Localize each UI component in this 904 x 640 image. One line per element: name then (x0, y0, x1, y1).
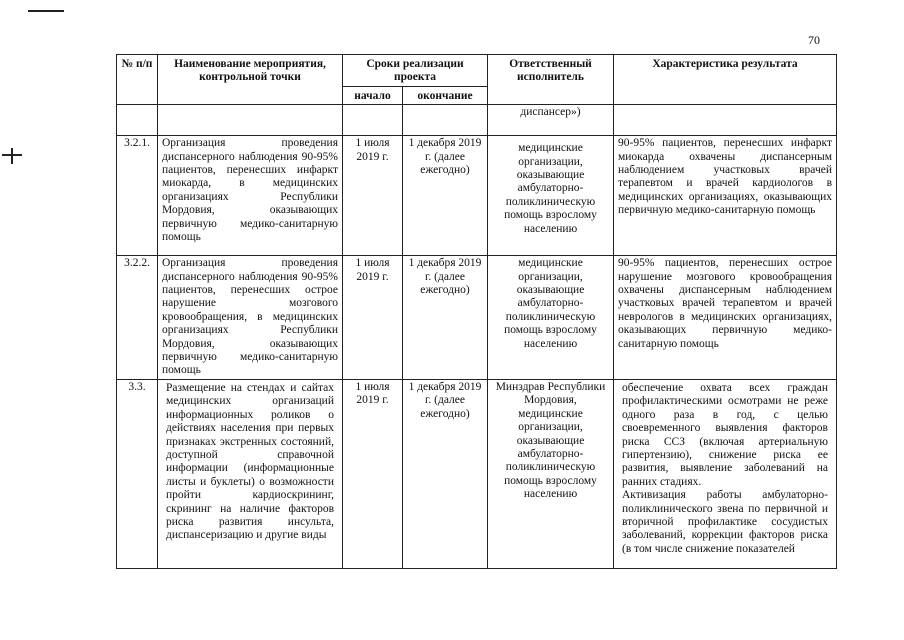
header-executor: Ответственный исполнитель (488, 55, 614, 105)
row-name: Организация проведения диспансерного наблюдения 90-95% пациентов, перенесших инфаркт миокарда, в медицинских организациях Республики Мордовия, оказывающих первичную медико-санитарную помощь (158, 136, 343, 256)
table-row (117, 256, 837, 380)
header-start: начало (343, 86, 403, 104)
row-result-paragraph: Активизация работы амбулаторно-поликлинического звена по первичной и вторичной профилактике сосудистых заболеваний, коррекции факторов риска (в том числе снижение показателей (622, 489, 828, 555)
action-plan-table (116, 54, 837, 569)
row-result (618, 381, 832, 567)
continuation-row (117, 105, 837, 136)
table-row (117, 136, 837, 256)
row-result: 90-95% пациентов, перенесших инфаркт миокарда охвачены диспансерным наблюдением участковых врачей терапевтом и врачей кардиологов в медицинских организациях, оказывающих первичную медико-санитарную помощь (614, 136, 837, 256)
scan-mark (11, 148, 13, 164)
header-result: Характеристика результата (614, 55, 837, 105)
continuation-text: диспансер») (488, 105, 614, 136)
row-num: 3.2.1. (117, 136, 158, 256)
row-name: Размещение на стендах и сайтах медицинских организаций информационных роликов о действиях населения при первых признаках экстренных состояний, доступной справочной информации (информационные листы и буклеты) о возможности пройти кардиоскрининг, скрининг на наличие факторов риска развития инсульта, диспансеризацию и другие виды (166, 381, 334, 542)
row-start: 1 июля 2019 г. (343, 136, 403, 256)
row-result-paragraph: обеспечение охвата всех граждан профилактическими осмотрами не реже одного раза в год, с целью своевременного выявления факторов риска ССЗ (включая артериальную гипертензию), снижение риска ее развития, выявление заболеваний на ранних стадиях. (622, 381, 828, 488)
row-name: Организация проведения диспансерного наблюдения 90-95% пациентов, перенесших острое нарушение мозгового кровообращения, в медицинских организациях Республики Мордовия, оказывающих первичную медико-санитарную помощь (158, 256, 343, 380)
row-executor: медицинские организации, оказывающие амбулаторно-поликлиническую помощь взрослому населению (488, 136, 614, 256)
row-result: 90-95% пациентов, перенесших острое нарушение мозгового кровообращения охвачены диспансерным наблюдением участковых врачей терапевтом и врачей неврологов в медицинских организациях, оказывающих первичную медико-санитарную помощь (614, 256, 837, 380)
row-num: 3.3. (117, 379, 158, 568)
row-start: 1 июля 2019 г. (343, 256, 403, 380)
row-executor: медицинские организации, оказывающие амбулаторно-поликлиническую помощь взрослому населению (488, 256, 614, 380)
table-row (117, 379, 837, 568)
page-number: 70 (808, 33, 820, 47)
row-start: 1 июля 2019 г. (343, 379, 403, 568)
header-terms: Сроки реализации проекта (343, 55, 488, 87)
row-end: 1 декабря 2019 г. (далее ежегодно) (403, 379, 488, 568)
row-end: 1 декабря 2019 г. (далее ежегодно) (403, 136, 488, 256)
header-name: Наименование мероприятия, контрольной точки (158, 55, 343, 105)
row-end: 1 декабря 2019 г. (далее ежегодно) (403, 256, 488, 380)
header-num: № п/п (117, 55, 158, 105)
scan-mark (28, 10, 64, 12)
header-end: окончание (403, 86, 488, 104)
row-executor: Минздрав Республики Мордовия, медицинские организации, оказывающие амбулаторно-поликлиническую помощь взрослому населению (488, 379, 614, 568)
row-num: 3.2.2. (117, 256, 158, 380)
